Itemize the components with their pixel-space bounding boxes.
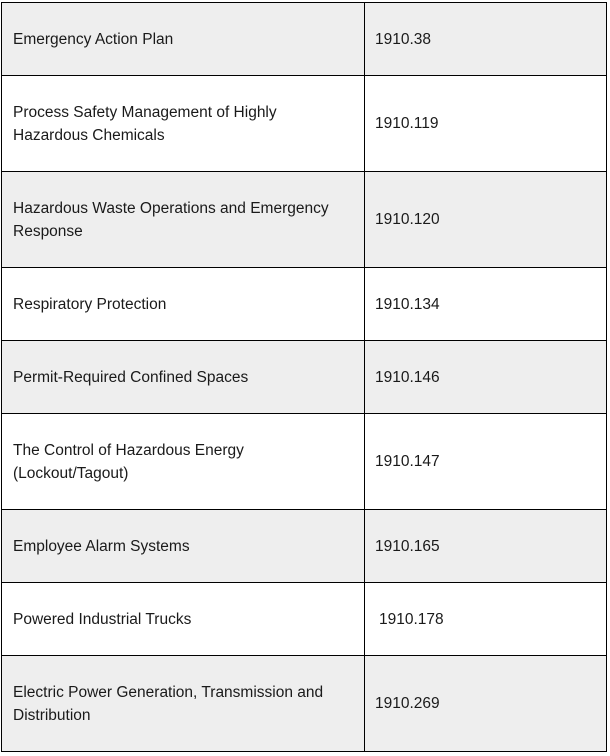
table-row (2, 172, 607, 268)
table-row (2, 3, 607, 76)
standard-name-cell: Hazardous Waste Operations and Emergency Response (2, 172, 365, 268)
standard-name-cell: Respiratory Protection (2, 268, 365, 341)
table-row (2, 510, 607, 583)
standard-name-cell: Permit-Required Confined Spaces (2, 341, 365, 414)
table-row (2, 414, 607, 510)
standard-code-cell: 1910.119 (365, 76, 607, 172)
standard-code-text: 1910.178 (379, 610, 444, 628)
standard-name-cell: Powered Industrial Trucks (2, 583, 365, 656)
table-row (2, 268, 607, 341)
standard-code-cell: 1910.38 (365, 3, 607, 76)
standard-name-cell: Emergency Action Plan (2, 3, 365, 76)
osha-standards-table (1, 2, 607, 752)
table-row (2, 76, 607, 172)
standard-code-cell: 1910.120 (365, 172, 607, 268)
standard-name-cell: Electric Power Generation, Transmission and Distribution (2, 656, 365, 752)
standard-code-cell: 1910.165 (365, 510, 607, 583)
standard-name-cell: The Control of Hazardous Energy (Lockout/Tagout) (2, 414, 365, 510)
standard-code-cell: 1910.269 (365, 656, 607, 752)
table-row (2, 341, 607, 414)
standard-code-cell: 1910.146 (365, 341, 607, 414)
standard-code-cell (365, 583, 607, 656)
table-row (2, 656, 607, 752)
standard-name-cell: Employee Alarm Systems (2, 510, 365, 583)
standard-name-cell: Process Safety Management of Highly Hazardous Chemicals (2, 76, 365, 172)
table-row (2, 583, 607, 656)
standard-code-cell: 1910.134 (365, 268, 607, 341)
standard-code-cell: 1910.147 (365, 414, 607, 510)
